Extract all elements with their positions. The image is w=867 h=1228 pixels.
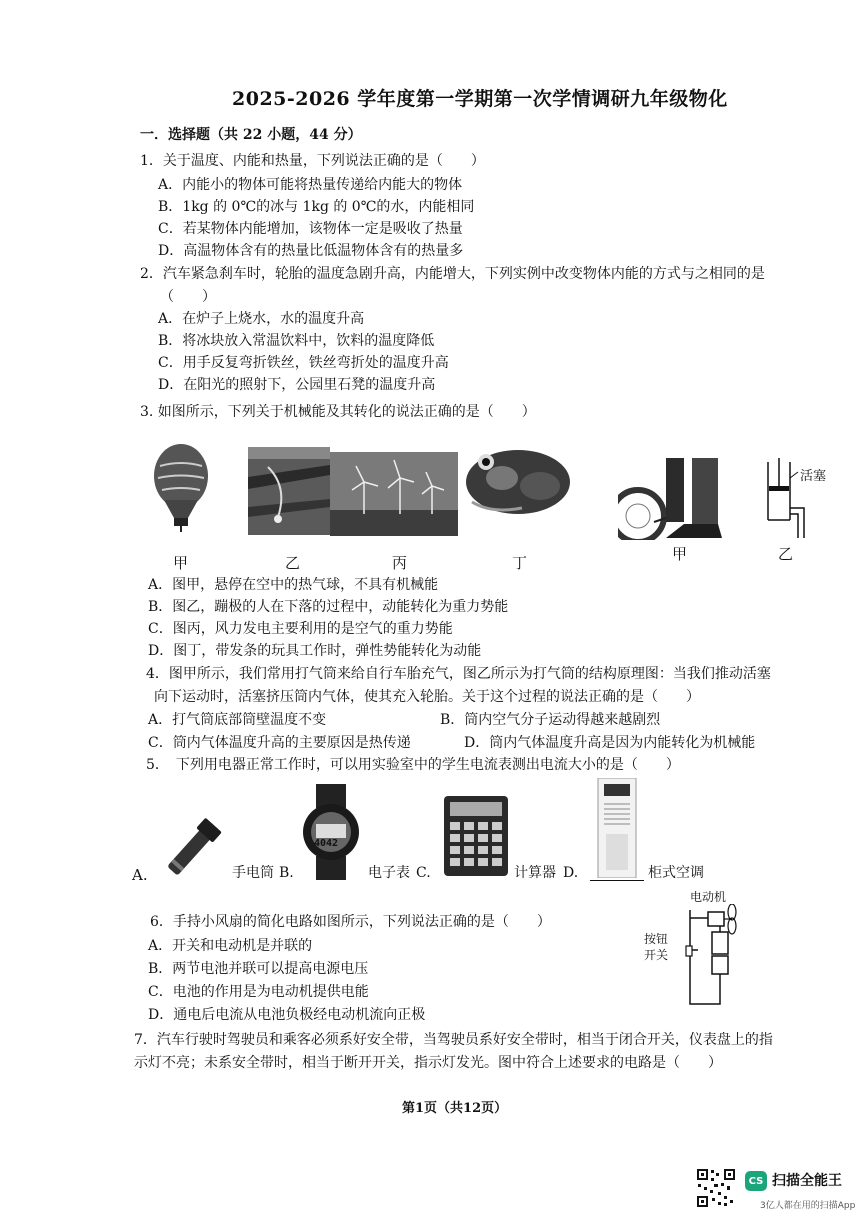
q1-option-b: B．1kg 的 0℃的冰与 1kg 的 0℃的水，内能相同 — [158, 199, 475, 215]
q5-blank-line — [590, 880, 644, 881]
q3-option-c: C．图丙，风力发电主要利用的是空气的重力势能 — [148, 621, 453, 637]
q5-item-a: 手电筒 — [232, 865, 274, 881]
q1-stem: 1．关于温度、内能和热量，下列说法正确的是（ ） — [140, 153, 485, 169]
q5-stem: 5． 下列用电器正常工作时，可以用实验室中的学生电流表测出电流大小的是（ ） — [146, 757, 680, 773]
switch-label-1: 按钮 — [644, 932, 669, 946]
q5-letter-c: C. — [416, 865, 431, 881]
scanner-logo: CS — [745, 1171, 767, 1191]
q5-item-c: 计算器 — [514, 865, 556, 881]
q4-option-b: B．筒内空气分子运动得越来越剧烈 — [440, 712, 661, 728]
q2-option-b: B．将冰块放入常温饮料中，饮料的温度降低 — [158, 333, 435, 349]
q2-option-a: A．在炉子上烧水，水的温度升高 — [158, 311, 365, 327]
q3-option-b: B．图乙，蹦极的人在下落的过程中，动能转化为重力势能 — [148, 599, 509, 615]
motor-label: 电动机 — [690, 890, 727, 904]
q5-item-b: 电子表 — [368, 865, 410, 881]
q6-stem: 6．手持小风扇的简化电路如图所示，下列说法正确的是（ ） — [150, 914, 551, 930]
q5-letter-d: D. — [563, 865, 579, 881]
q3-stem: 3. 如图所示，下列关于机械能及其转化的说法正确的是（ ） — [140, 404, 536, 420]
q1-option-c: C．若某物体内能增加，该物体一定是吸收了热量 — [158, 221, 463, 237]
bungee-jump-image — [248, 447, 330, 535]
scanner-brand-name: 扫描全能王 — [772, 1173, 842, 1189]
q3-option-a: A．图甲，悬停在空中的热气球，不具有机械能 — [148, 577, 439, 593]
q5-item-d: 柜式空调 — [648, 865, 704, 881]
q3-option-d: D．图丁，带发条的玩具工作时，弹性势能转化为动能 — [148, 643, 482, 659]
wind-turbine-image — [330, 452, 458, 536]
q6-option-b: B．两节电池并联可以提高电源电压 — [148, 961, 369, 977]
q5-letter-a: A. — [132, 866, 148, 884]
q3-caption-ding: 丁 — [512, 554, 528, 572]
fan-circuit-diagram — [680, 904, 744, 1006]
q3-caption-bing: 丙 — [392, 554, 408, 572]
switch-label-2: 开关 — [644, 948, 669, 962]
q3-caption-yi: 乙 — [285, 554, 301, 572]
q2-option-d: D．在阳光的照射下，公园里石凳的温度升高 — [158, 377, 436, 393]
q6-option-c: C．电池的作用是为电动机提供电能 — [148, 984, 369, 1000]
page-title: 2025-2026 学年度第一学期第一次学情调研九年级物化 — [232, 88, 728, 110]
q5-letter-b: B. — [279, 865, 294, 881]
electronic-watch-image — [302, 784, 360, 880]
q4-caption-yi: 乙 — [778, 545, 794, 563]
q4-option-c: C．筒内气体温度升高的主要原因是热传递 — [148, 735, 411, 751]
q4-stem-cont: 向下运动时，活塞挤压筒内气体，使其充入轮胎。关于这个过程的说法正确的是（ ） — [154, 689, 700, 705]
piston-label: 活塞 — [800, 469, 827, 484]
q1-option-a: A．内能小的物体可能将热量传递给内能大的物体 — [158, 177, 463, 193]
q2-option-c: C．用手反复弯折铁丝，铁丝弯折处的温度升高 — [158, 355, 449, 371]
page-footer: 第1页（共12页） — [402, 1101, 508, 1116]
hot-air-balloon-image — [150, 440, 212, 532]
q1-option-d: D．高温物体含有的热量比低温物体含有的热量多 — [158, 243, 464, 259]
q4-option-a: A．打气筒底部筒壁温度不变 — [148, 712, 327, 728]
section-heading: 一．选择题（共 22 小题，44 分） — [140, 127, 362, 143]
calculator-image — [444, 796, 508, 876]
watch-display: 4042 — [314, 838, 339, 849]
q4-option-d: D．筒内气体温度升高是因为内能转化为机械能 — [464, 735, 756, 751]
q4-stem: 4．图甲所示，我们常用打气筒来给自行车胎充气，图乙所示为打气筒的结构原理图：当我们推动活塞 — [146, 666, 771, 682]
flashlight-image — [158, 810, 228, 886]
scanner-tagline: 3亿人都在用的扫描App — [760, 1201, 856, 1211]
q7-stem: 7．汽车行驶时驾驶员和乘客必须系好安全带，当驾驶员系好安全带时，相当于闭合开关，仪表盘上的指 — [134, 1032, 773, 1048]
q3-caption-jia: 甲 — [173, 554, 189, 572]
qr-code-image — [696, 1168, 736, 1208]
q6-option-d: D．通电后电流从电池负极经电动机流向正极 — [148, 1007, 426, 1023]
wind-up-frog-toy-image — [462, 442, 574, 518]
q7-stem-cont: 示灯不亮；未系安全带时，相当于断开开关，指示灯发光。图中符合上述要求的电路是（ ） — [134, 1055, 722, 1071]
q2-stem-cont: （ ） — [160, 289, 216, 305]
q4-caption-jia: 甲 — [672, 545, 688, 563]
cabinet-air-conditioner-image — [596, 778, 638, 878]
bike-pump-photo — [618, 458, 734, 540]
q2-stem: 2．汽车紧急刹车时，轮胎的温度急剧升高，内能增大，下列实例中改变物体内能的方式与之相同的是 — [140, 266, 765, 282]
q6-option-a: A．开关和电动机是并联的 — [148, 938, 313, 954]
